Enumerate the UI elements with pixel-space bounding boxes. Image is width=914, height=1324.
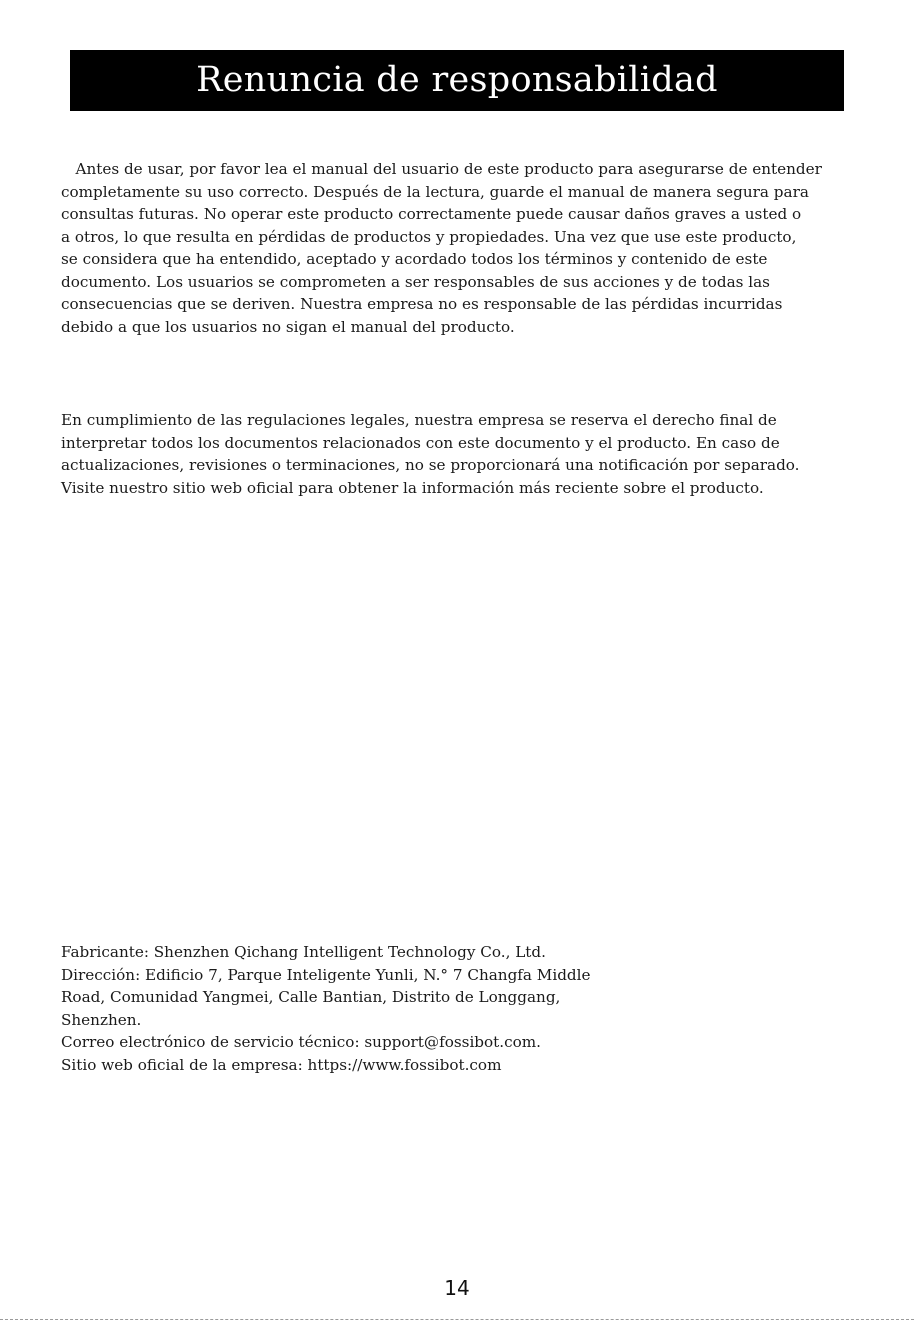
paragraph-line: debido a que los usuarios no sigan el manual del producto. (61, 317, 515, 336)
paragraph-line: consecuencias que se deriven. Nuestra empresa no es responsable de las pérdidas incurridas (61, 295, 783, 313)
paragraph-line: Antes de usar, por favor lea el manual del usuario de este producto para asegurarse de entender (61, 160, 822, 178)
paragraph-line: interpretar todos los documentos relacionados con este documento y el producto. En caso de (61, 433, 780, 452)
disclaimer-paragraph-1 (61, 158, 822, 338)
website-line: Sitio web oficial de la empresa: https://www.fossibot.com (61, 1055, 502, 1074)
title-banner (70, 50, 844, 111)
paragraph-line: actualizaciones, revisiones o terminaciones, no se proporcionará una notificación por separado. (61, 456, 800, 474)
address-line: Road, Comunidad Yangmei, Calle Bantian, Distrito de Longgang, (61, 988, 561, 1006)
paragraph-line: completamente su uso correcto. Después de la lectura, guarde el manual de manera segura para (61, 182, 809, 201)
address-line: Dirección: Edificio 7, Parque Inteligente Yunli, N.° 7 Changfa Middle (61, 965, 591, 984)
paragraph-line: consultas futuras. No operar este producto correctamente puede causar daños graves a usted o (61, 205, 802, 223)
paragraph-line: a otros, lo que resulta en pérdidas de productos y propiedades. Una vez que use este producto, (61, 227, 797, 246)
paragraph-line: se considera que ha entendido, aceptado y acordado todos los términos y contenido de este (61, 250, 768, 268)
page-bottom-divider (0, 1319, 914, 1320)
support-email-line: Correo electrónico de servicio técnico: support@fossibot.com. (61, 1033, 541, 1051)
paragraph-line: Visite nuestro sitio web oficial para obtener la información más reciente sobre el producto. (61, 478, 764, 497)
address-line: Shenzhen. (61, 1010, 142, 1029)
page-title: Renuncia de responsabilidad (196, 60, 718, 100)
paragraph-line: En cumplimiento de las regulaciones legales, nuestra empresa se reserva el derecho final de (61, 411, 777, 429)
page-number: 14 (444, 1276, 470, 1300)
paragraph-line: documento. Los usuarios se comprometen a ser responsables de sus acciones y de todas las (61, 272, 770, 291)
manufacturer-info (61, 941, 591, 1076)
disclaimer-paragraph-2 (61, 409, 800, 499)
manufacturer-line: Fabricante: Shenzhen Qichang Intelligent Technology Co., Ltd. (61, 943, 546, 961)
